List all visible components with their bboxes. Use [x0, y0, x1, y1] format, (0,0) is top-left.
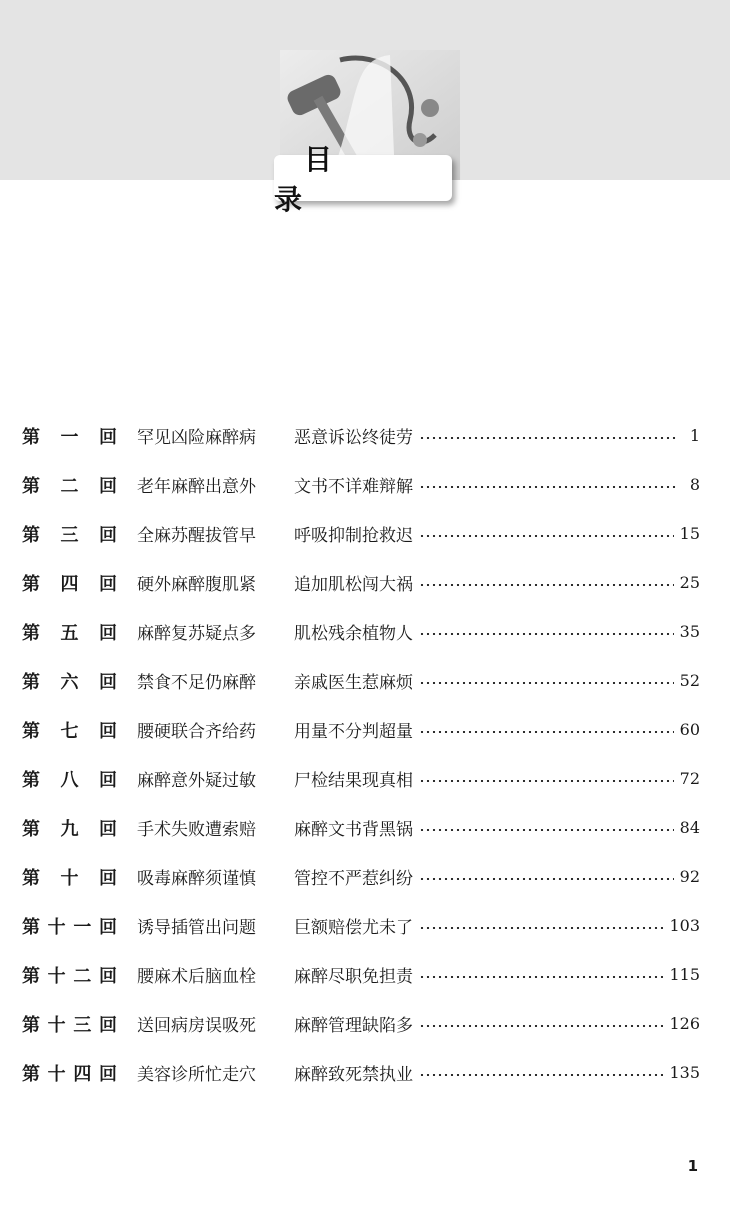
dot-leader: [419, 829, 674, 831]
chapter-number: 第十一回: [22, 916, 117, 938]
chapter-title-part2: 麻醉尽职免担责: [294, 967, 413, 987]
chapter-title-part1: 手术失败遭索赔: [137, 820, 256, 840]
chapter-number: 第十二回: [22, 965, 117, 987]
page-number: 84: [679, 818, 700, 837]
page-number: 1: [689, 426, 700, 445]
dot-leader: [419, 437, 676, 439]
chapter-number: 第三回: [22, 524, 117, 546]
dot-leader: [419, 535, 674, 537]
page-number: 126: [669, 1014, 700, 1033]
chapter-title-part1: 腰硬联合齐给药: [137, 722, 256, 742]
chapter-title-part1: 麻醉意外疑过敏: [137, 771, 256, 791]
toc-row[interactable]: [22, 558, 700, 607]
chapter-title-part2: 麻醉致死禁执业: [294, 1065, 413, 1085]
toc-row[interactable]: [22, 607, 700, 656]
toc-row[interactable]: [22, 509, 700, 558]
dot-leader: [419, 633, 674, 635]
page-number: 8: [689, 475, 700, 494]
toc-row[interactable]: [22, 950, 700, 999]
page-title: 目 录: [274, 155, 452, 201]
chapter-title-part1: 美容诊所忙走穴: [137, 1065, 256, 1085]
toc-row[interactable]: [22, 803, 700, 852]
chapter-title-part1: 罕见凶险麻醉病: [137, 428, 256, 448]
chapter-title-part1: 全麻苏醒拔管早: [137, 526, 256, 546]
chapter-number: 第七回: [22, 720, 117, 742]
dot-leader: [419, 1074, 663, 1076]
chapter-number: 第十四回: [22, 1063, 117, 1085]
page-number: 15: [679, 524, 700, 543]
dot-leader: [419, 878, 674, 880]
toc-row[interactable]: [22, 901, 700, 950]
chapter-title-part1: 腰麻术后脑血栓: [137, 967, 256, 987]
chapter-number: 第六回: [22, 671, 117, 693]
chapter-title-part2: 尸检结果现真相: [294, 771, 413, 791]
page-number: 92: [679, 867, 700, 886]
page-number: 35: [679, 622, 700, 641]
chapter-title-part2: 用量不分判超量: [294, 722, 413, 742]
page-number: 60: [679, 720, 700, 739]
chapter-title-part2: 亲戚医生惹麻烦: [294, 673, 413, 693]
toc-row[interactable]: [22, 852, 700, 901]
toc-row[interactable]: [22, 705, 700, 754]
chapter-title-part1: 硬外麻醉腹肌紧: [137, 575, 256, 595]
dot-leader: [419, 1025, 663, 1027]
toc-row[interactable]: [22, 1048, 700, 1097]
chapter-title-part1: 麻醉复苏疑点多: [137, 624, 256, 644]
footer-page-number: 1: [687, 1157, 698, 1175]
chapter-number: 第九回: [22, 818, 117, 840]
page-number: 52: [679, 671, 700, 690]
dot-leader: [419, 584, 674, 586]
table-of-contents: [22, 411, 700, 1097]
chapter-number: 第二回: [22, 475, 117, 497]
chapter-number: 第十回: [22, 867, 117, 889]
chapter-title-part2: 管控不严惹纠纷: [294, 869, 413, 889]
chapter-title-part2: 呼吸抑制抢救迟: [294, 526, 413, 546]
page-number: 103: [669, 916, 700, 935]
dot-leader: [419, 486, 676, 488]
chapter-number: 第一回: [22, 426, 117, 448]
chapter-title-part2: 麻醉文书背黑锅: [294, 820, 413, 840]
page-number: 72: [679, 769, 700, 788]
toc-row[interactable]: [22, 754, 700, 803]
dot-leader: [419, 731, 674, 733]
chapter-number: 第八回: [22, 769, 117, 791]
dot-leader: [419, 682, 674, 684]
chapter-title-part2: 肌松残余植物人: [294, 624, 413, 644]
chapter-title-part1: 吸毒麻醉须谨慎: [137, 869, 256, 889]
toc-row[interactable]: [22, 999, 700, 1048]
page-number: 25: [679, 573, 700, 592]
chapter-title-part1: 禁食不足仍麻醉: [137, 673, 256, 693]
chapter-title-part2: 巨额赔偿尤未了: [294, 918, 413, 938]
page-number: 115: [669, 965, 700, 984]
dot-leader: [419, 976, 663, 978]
chapter-title-part1: 老年麻醉出意外: [137, 477, 256, 497]
chapter-title-part2: 文书不详难辩解: [294, 477, 413, 497]
chapter-number: 第十三回: [22, 1014, 117, 1036]
dot-leader: [419, 780, 674, 782]
header-banner: [0, 0, 730, 216]
chapter-number: 第五回: [22, 622, 117, 644]
page-number: 135: [669, 1063, 700, 1082]
toc-row[interactable]: [22, 656, 700, 705]
dot-leader: [419, 927, 663, 929]
toc-row[interactable]: [22, 460, 700, 509]
chapter-title-part1: 诱导插管出问题: [137, 918, 256, 938]
chapter-title-part2: 恶意诉讼终徒劳: [294, 428, 413, 448]
toc-row[interactable]: [22, 411, 700, 460]
chapter-title-part1: 送回病房误吸死: [137, 1016, 256, 1036]
chapter-title-part2: 追加肌松闯大祸: [294, 575, 413, 595]
chapter-title-part2: 麻醉管理缺陷多: [294, 1016, 413, 1036]
chapter-number: 第四回: [22, 573, 117, 595]
